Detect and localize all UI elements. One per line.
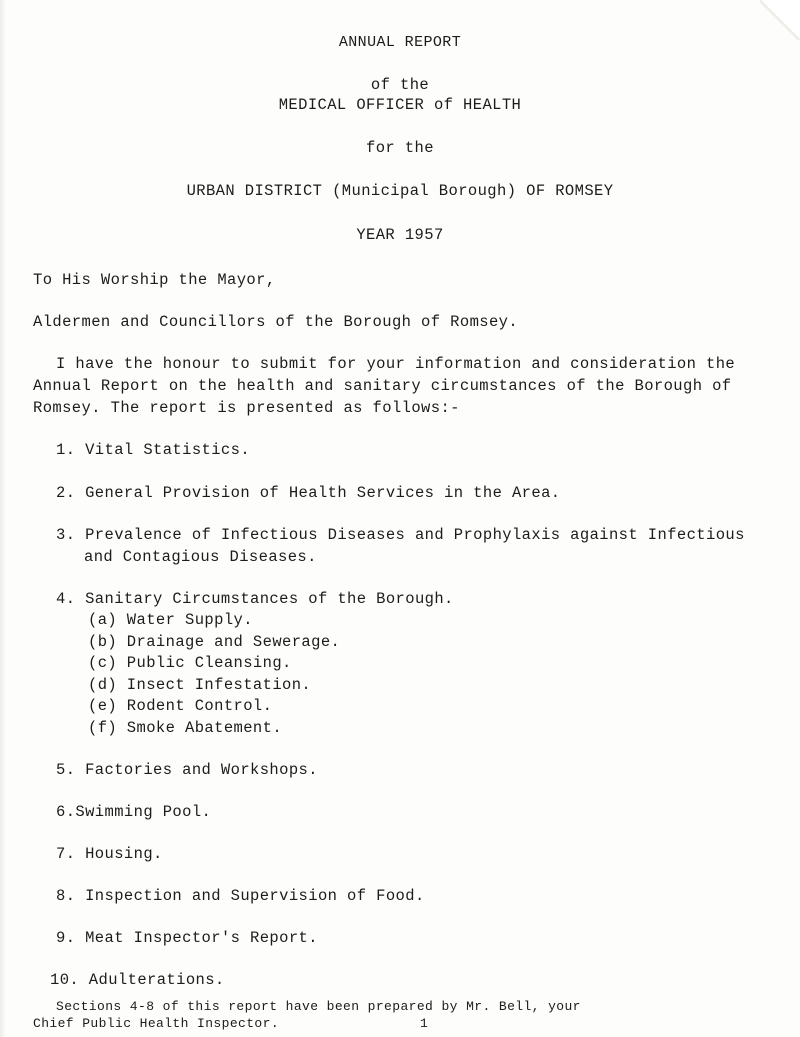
report-title-year: YEAR 1957 bbox=[356, 226, 444, 244]
contents-item-4: 4. Sanitary Circumstances of the Borough. bbox=[56, 590, 454, 608]
intro-line-2: Annual Report on the health and sanitary circumstances of the Borough of bbox=[33, 377, 732, 395]
contents-item-7: 7. Housing. bbox=[56, 845, 163, 863]
contents-subitem-d: (d) Insect Infestation. bbox=[88, 676, 312, 694]
report-title-district: URBAN DISTRICT (Municipal Borough) OF ROMSEY bbox=[186, 182, 614, 200]
report-title-of: of the bbox=[370, 76, 430, 94]
salutation-line-2: Aldermen and Councillors of the Borough of Romsey. bbox=[33, 313, 519, 331]
contents-subitem-a: (a) Water Supply. bbox=[88, 611, 253, 629]
contents-subitem-b: (b) Drainage and Sewerage. bbox=[88, 633, 341, 651]
intro-line-1: I have the honour to submit for your information and consideration the bbox=[56, 355, 736, 373]
contents-item-3-continued: and Contagious Diseases. bbox=[84, 548, 317, 566]
closing-line-1: Sections 4-8 of this report have been prepared by Mr. Bell, your bbox=[56, 999, 581, 1014]
contents-item-2: 2. General Provision of Health Services in the Area. bbox=[56, 484, 561, 502]
contents-item-3: 3. Prevalence of Infectious Diseases and Prophylaxis against Infectious bbox=[56, 526, 745, 544]
contents-item-9: 9. Meat Inspector's Report. bbox=[56, 929, 318, 947]
contents-item-5: 5. Factories and Workshops. bbox=[56, 761, 318, 779]
page-number: 1 bbox=[420, 1016, 429, 1031]
contents-item-1: 1. Vital Statistics. bbox=[56, 441, 251, 459]
contents-item-10: 10. Adulterations. bbox=[50, 971, 225, 989]
contents-item-6: 6.Swimming Pool. bbox=[56, 803, 212, 821]
salutation-line-1: To His Worship the Mayor, bbox=[33, 271, 276, 289]
closing-line-2: Chief Public Health Inspector. bbox=[33, 1016, 280, 1031]
report-title: ANNUAL REPORT bbox=[338, 34, 462, 51]
intro-line-3: Romsey. The report is presented as follows:- bbox=[33, 399, 460, 417]
contents-item-8: 8. Inspection and Supervision of Food. bbox=[56, 887, 425, 905]
report-title-officer: MEDICAL OFFICER of HEALTH bbox=[278, 96, 522, 114]
contents-subitem-c: (c) Public Cleansing. bbox=[88, 654, 292, 672]
contents-subitem-f: (f) Smoke Abatement. bbox=[88, 719, 283, 737]
contents-subitem-e: (e) Rodent Control. bbox=[88, 697, 273, 715]
report-title-for: for the bbox=[366, 139, 434, 157]
